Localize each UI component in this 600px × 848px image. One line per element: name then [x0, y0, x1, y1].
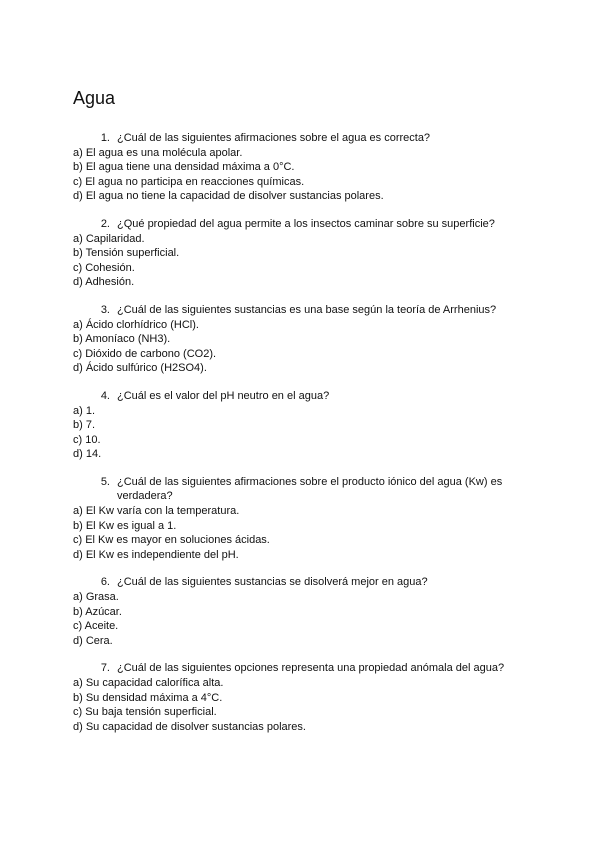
question-3 [73, 303, 533, 376]
question-text: ¿Cuál es el valor del pH neutro en el agua? [117, 389, 330, 402]
question-stem [73, 303, 533, 318]
question-stem [73, 131, 533, 146]
question-6 [73, 575, 533, 648]
question-number: 1. [100, 132, 110, 144]
answer-option: a) El Kw varía con la temperatura. [73, 505, 240, 518]
question-4 [73, 389, 533, 462]
answer-option: a) Ácido clorhídrico (HCl). [73, 318, 199, 331]
answer-option: b) El Kw es igual a 1. [73, 519, 177, 532]
question-number: 4. [100, 389, 110, 402]
question-number: 2. [100, 217, 110, 230]
answer-option: c) Dióxido de carbono (CO2). [73, 347, 217, 360]
answer-option: c) 10. [73, 433, 101, 446]
answer-option: a) 1. [73, 404, 96, 417]
question-number: 3. [100, 303, 110, 316]
question-list [73, 131, 533, 747]
question-stem [73, 217, 533, 232]
question-number: 6. [100, 576, 110, 589]
answer-option: c) El agua no participa en reacciones químicas. [73, 175, 305, 188]
answer-option: d) Ácido sulfúrico (H2SO4). [73, 362, 207, 375]
page-title: Agua [73, 88, 116, 108]
answer-option: c) Aceite. [73, 620, 119, 633]
answer-option: b) Su densidad máxima a 4°C. [73, 691, 223, 704]
question-2 [73, 217, 533, 290]
question-text: ¿Cuál de las siguientes opciones representa una propiedad anómala del agua? [117, 662, 505, 675]
question-1 [73, 131, 533, 204]
answer-option: c) El Kw es mayor en soluciones ácidas. [73, 534, 270, 547]
answer-option: d) Su capacidad de disolver sustancias polares. [73, 720, 306, 733]
answer-option: d) Cera. [73, 634, 113, 647]
answer-option: d) Adhesión. [73, 276, 135, 289]
answer-option: c) Su baja tensión superficial. [73, 706, 217, 719]
answer-option: b) 7. [73, 419, 96, 432]
question-text: ¿Qué propiedad del agua permite a los insectos caminar sobre su superficie? [117, 217, 495, 230]
question-text: ¿Cuál de las siguientes sustancias se disolverá mejor en agua? [117, 576, 428, 589]
question-text: ¿Cuál de las siguientes sustancias es una base según la teoría de Arrhenius? [117, 303, 497, 316]
answer-option: a) Su capacidad calorífica alta. [73, 677, 224, 689]
question-number: 5. [100, 475, 110, 488]
question-text: ¿Cuál de las siguientes afirmaciones sobre el producto iónico del agua (Kw) es verdadera? [117, 475, 503, 503]
answer-option: a) Capilaridad. [73, 232, 145, 245]
answer-option: c) Cohesión. [73, 261, 135, 274]
question-7 [73, 661, 533, 734]
answer-option: b) Amoníaco (NH3). [73, 333, 171, 346]
answer-option: b) Azúcar. [73, 605, 122, 618]
answer-option: d) El Kw es independiente del pH. [73, 548, 239, 561]
question-stem [73, 661, 533, 676]
question-5 [73, 475, 533, 563]
answer-option: d) 14. [73, 448, 102, 461]
answer-option: a) Grasa. [73, 591, 119, 604]
question-stem [73, 575, 533, 590]
question-number: 7. [100, 662, 110, 675]
question-stem [73, 389, 533, 404]
answer-option: d) El agua no tiene la capacidad de disolver sustancias polares. [73, 190, 384, 203]
answer-option: b) El agua tiene una densidad máxima a 0°C. [73, 161, 295, 174]
question-stem [73, 475, 533, 504]
answer-option: a) El agua es una molécula apolar. [73, 146, 243, 159]
question-text: ¿Cuál de las siguientes afirmaciones sobre el agua es correcta? [117, 132, 431, 144]
answer-option: b) Tensión superficial. [73, 247, 180, 260]
